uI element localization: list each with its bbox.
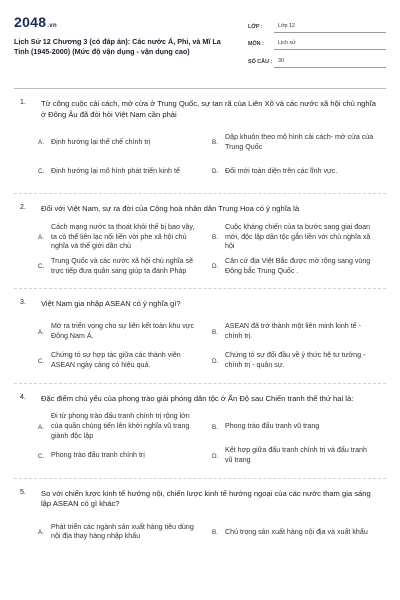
option-letter: A. bbox=[38, 528, 44, 536]
option-letter: C. bbox=[38, 168, 45, 176]
option-a[interactable] bbox=[38, 523, 212, 543]
option-letter: D. bbox=[212, 168, 219, 176]
answer-options bbox=[38, 223, 386, 281]
option-letter: B. bbox=[212, 528, 218, 536]
option-letter: C. bbox=[38, 452, 45, 460]
question-number: 4. bbox=[20, 393, 26, 401]
header-left bbox=[14, 14, 229, 62]
option-letter: A. bbox=[38, 233, 44, 241]
option-row bbox=[38, 412, 386, 441]
option-row bbox=[38, 347, 386, 376]
question-text: Đặc điểm chủ yếu của phong trào giải phóng dân tộc ở Ấn Độ sau Chiến tranh thế thứ hai là: bbox=[41, 393, 354, 403]
option-row bbox=[38, 157, 386, 186]
option-text: Chứng tỏ sự đối đầu về ý thức hệ tư tưởng - chính trị - quân sự. bbox=[225, 351, 366, 370]
option-row bbox=[38, 318, 386, 347]
option-text: Phong trào đấu tranh vũ trang bbox=[225, 422, 320, 431]
option-a[interactable] bbox=[38, 322, 212, 342]
question-3 bbox=[14, 299, 386, 384]
option-text: Cách mạng nước ta thoát khỏi thế bị bao vây, ta có thể liên lạc nối liền với phe xã hội chủ nghĩa và thế giới dân chủ bbox=[51, 222, 195, 251]
option-text: Cuộc kháng chiến của ta bước sang giai đoạn mới, độc lập dân tộc gắn liền với chủ nghĩa xã hội bbox=[225, 222, 371, 251]
option-text: Trung Quốc và các nước xã hội chủ nghĩa sẽ trực tiếp đưa quân sang giúp ta đánh Pháp bbox=[51, 256, 194, 275]
option-letter: B. bbox=[212, 233, 218, 241]
logo-text: 2048 bbox=[14, 14, 47, 30]
meta-label: LỚP : bbox=[248, 23, 263, 30]
option-d[interactable] bbox=[212, 446, 386, 466]
option-text: Định hướng lại thể chế chính trị bbox=[51, 137, 151, 146]
question-number: 3. bbox=[20, 299, 26, 307]
option-b[interactable] bbox=[212, 223, 386, 252]
meta-row-subject bbox=[248, 33, 386, 51]
question-1 bbox=[14, 99, 386, 194]
document-meta bbox=[248, 15, 386, 65]
option-text: ASEAN đã trở thành một liên minh kinh tế - chính trị. bbox=[225, 322, 361, 341]
answer-options bbox=[38, 518, 386, 547]
question-text: Việt Nam gia nhập ASEAN có ý nghĩa gì? bbox=[41, 299, 181, 309]
meta-label: SỐ CÂU : bbox=[248, 58, 273, 65]
option-a[interactable] bbox=[38, 412, 212, 441]
question-number: 1. bbox=[20, 99, 26, 106]
option-row bbox=[38, 252, 386, 281]
option-b[interactable] bbox=[212, 133, 386, 153]
meta-row-class bbox=[248, 15, 386, 33]
option-d[interactable] bbox=[212, 167, 386, 177]
option-text: Định hướng lại mô hình phát triển kinh tế bbox=[51, 166, 180, 175]
document-header bbox=[14, 0, 386, 65]
option-row bbox=[38, 442, 386, 471]
option-b[interactable] bbox=[212, 322, 386, 342]
option-a[interactable] bbox=[38, 138, 212, 148]
option-d[interactable] bbox=[212, 351, 386, 371]
question-2 bbox=[14, 204, 386, 289]
option-text: Đi từ phong trào đấu tranh chính trị rộng lớn của quần chúng tiến lên khởi nghĩa vũ trang giành độc lập bbox=[51, 412, 190, 440]
option-c[interactable] bbox=[38, 351, 212, 371]
header-divider bbox=[14, 88, 386, 89]
option-text: Phong trào đấu tranh chính trị bbox=[51, 451, 145, 460]
question-text: Từ công cuộc cải cách, mở cửa ở Trung Quốc, sự tan rã của Liên Xô và các nước xã hội chủ nghĩa ở Đông Âu đã đòi hỏi Việt Nam cần phải bbox=[41, 99, 376, 119]
answer-options bbox=[38, 412, 386, 470]
option-row bbox=[38, 128, 386, 157]
option-letter: D. bbox=[212, 452, 219, 460]
meta-value: Lớp 12 bbox=[274, 23, 386, 33]
option-text: Phát triển các ngành sản xuất hàng tiêu dùng nội địa thay hàng nhập khẩu bbox=[51, 522, 194, 541]
option-letter: A. bbox=[38, 328, 44, 336]
option-text: Căn cứ địa Việt Bắc được mở rộng sang vùng Đông bắc Trung Quốc . bbox=[225, 256, 371, 275]
option-letter: C. bbox=[38, 357, 45, 365]
question-divider bbox=[14, 478, 386, 479]
option-text: Chứng tỏ sự hợp tác giữa các thành viên ASEAN ngày càng có hiệu quả. bbox=[51, 351, 181, 370]
meta-row-count bbox=[248, 50, 386, 68]
meta-label: MÔN : bbox=[248, 41, 264, 47]
question-5 bbox=[14, 489, 386, 547]
option-c[interactable] bbox=[38, 257, 212, 277]
document-title: Lịch Sử 12 Chương 3 (có đáp án): Các nước Á, Phi, và Mĩ La Tinh (1945-2000) (Mức độ vận dụng - vận dụng cao) bbox=[14, 37, 221, 56]
option-text: Dập khuôn theo mô hình cải cách- mở cửa của Trung Quốc bbox=[225, 132, 374, 151]
question-divider bbox=[14, 288, 386, 289]
option-letter: B. bbox=[212, 328, 218, 336]
question-divider bbox=[14, 193, 386, 194]
option-text: Kết hợp giữa đấu tranh chính trị và đấu tranh vũ trang bbox=[225, 446, 367, 465]
logo-suffix: .vn bbox=[47, 23, 57, 29]
option-letter: D. bbox=[212, 357, 219, 365]
option-b[interactable] bbox=[212, 422, 386, 432]
answer-options bbox=[38, 318, 386, 376]
question-4 bbox=[14, 394, 386, 479]
option-c[interactable] bbox=[38, 167, 212, 177]
question-divider bbox=[14, 383, 386, 384]
site-logo[interactable] bbox=[14, 14, 229, 30]
question-text: So với chiến lược kinh tế hướng nội, chiến lược kinh tế hướng ngoại của các nước tham gia sáng lập ASEAN có gì khác? bbox=[41, 488, 371, 509]
option-c[interactable] bbox=[38, 451, 212, 461]
option-letter: A. bbox=[38, 139, 44, 147]
option-b[interactable] bbox=[212, 528, 386, 538]
option-letter: B. bbox=[212, 139, 218, 147]
question-number: 2. bbox=[20, 204, 26, 212]
answer-options bbox=[38, 128, 386, 186]
option-text: Mở ra triển vọng cho sự liên kết toàn khu vực Đông Nam Á. bbox=[51, 322, 195, 341]
question-text: Đối với Việt Nam, sự ra đời của Cộng hoà nhân dân Trung Hoa có ý nghĩa là bbox=[41, 204, 300, 214]
option-row bbox=[38, 223, 386, 252]
option-row bbox=[38, 518, 386, 547]
option-letter: B. bbox=[212, 423, 218, 431]
option-text: Đổi mới toàn diện trên các lĩnh vực. bbox=[225, 166, 338, 175]
option-letter: A. bbox=[38, 423, 44, 431]
option-text: Chú trọng sản xuất hàng nội địa và xuất khẩu bbox=[225, 527, 368, 536]
option-letter: D. bbox=[212, 263, 219, 271]
meta-value: 30 bbox=[274, 58, 386, 68]
question-number: 5. bbox=[20, 488, 26, 496]
meta-value: Lịch sử bbox=[274, 40, 386, 50]
option-a[interactable] bbox=[38, 223, 212, 252]
option-letter: C. bbox=[38, 263, 45, 271]
option-d[interactable] bbox=[212, 257, 386, 277]
